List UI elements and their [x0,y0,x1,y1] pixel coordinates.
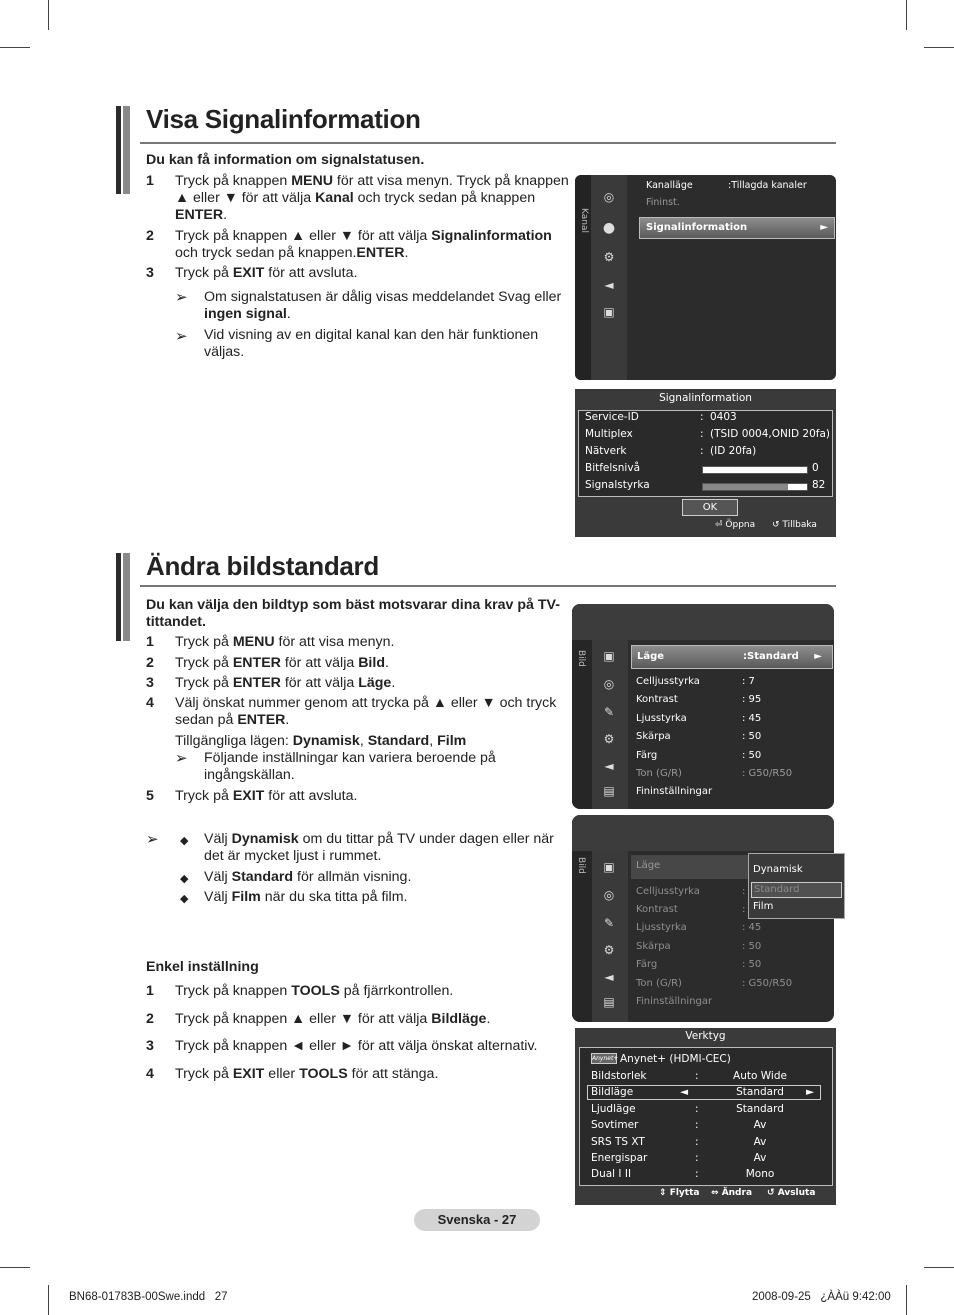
diamond-bullet-icon: ◆ [180,873,189,885]
menu-row-value: : 7 [742,676,755,687]
move-hint [659,1188,699,1198]
menu-row-label[interactable]: Färg [636,750,658,761]
menu-row-value: : [742,886,746,897]
anynet-logo: Anynet+ [592,1055,619,1062]
setup-gear-icon: ⚙ [603,732,615,746]
menu-row-label[interactable]: Celljusstyrka [636,886,700,897]
back-hint [772,520,817,530]
info-value: (TSID 0004,ONID 20fa) [710,428,830,440]
tools-row-value: Av [753,1152,767,1164]
crop-mark [0,1267,30,1268]
menu-row-label: Fininst. [646,197,680,208]
crop-mark [0,47,30,48]
menu-row-label[interactable]: Fininställningar [636,786,713,797]
menu-row-label[interactable]: Kontrast [636,904,678,915]
menu-selected-label: Läge [637,651,665,662]
input-icon: ◄ [604,759,614,773]
step-text: Tryck på ENTER för att välja Läge. [175,675,396,691]
enter-icon: ⏎ [715,520,726,530]
leftright-icon: ⇔ [711,1188,722,1198]
tools-row-value: Av [753,1136,767,1148]
input-icon: ◎ [603,190,615,204]
menu-selected-value: :Standard [743,651,799,662]
step-text: Tryck på knappen TOOLS på fjärrkontrollen. [175,983,454,999]
picture-icon: ▣ [603,649,615,663]
bitfel-bar [702,466,808,474]
menu-side-label: Bild [576,650,586,667]
step-text: Tryck på EXIT för att avsluta. [175,788,358,804]
crop-mark [48,0,49,30]
tools-row-value: Standard [736,1103,784,1115]
mode-dropdown [748,853,845,919]
tools-row-sep: : [695,1152,699,1164]
menu-row-value: :Tillagda kanaler [728,180,807,191]
info-value: 0403 [710,411,737,423]
menu-row-label[interactable]: Ljusstyrka [636,713,687,724]
step-text: Tryck på EXIT eller TOOLS för att stänga. [175,1066,439,1082]
anynet-label[interactable]: Anynet+ (HDMI-CEC) [620,1053,731,1065]
tools-row-value: Mono [745,1168,775,1180]
menu-mode-label: Läge [636,860,661,871]
menu-top-band [572,815,834,851]
diamond-bullet-icon: ◆ [180,835,189,847]
signal-value: 82 [812,479,826,491]
application-icon: ▤ [603,995,615,1009]
step-number: 1 [146,983,154,999]
signal-info-dialog [575,389,836,537]
application-icon: ▤ [603,784,615,798]
menu-side-label: Kanal [579,208,589,233]
menu-row-label[interactable]: Skärpa [636,941,671,952]
crop-mark [906,0,907,30]
footer-date: 2008-09-25 ¿ÀÀü 9:42:00 [752,1291,891,1303]
step-number: 1 [146,634,154,650]
return-icon: ↺ [772,520,783,530]
right-arrow-icon[interactable]: ► [806,1086,815,1098]
menu-row-value: : [742,904,746,915]
tools-row-value: Av [753,1119,767,1131]
step-text: Tryck på knappen MENU för att visa menyn. Tryck på knappen ▲ eller ▼ för att välja Kanal och tryck sedan på knappen ENTER. [175,173,569,223]
channel-icon: ● [602,220,616,236]
menu-top-band [572,604,834,640]
step-text: Tryck på MENU för att visa menyn. [175,634,395,650]
modes-text: Tillgängliga lägen: Dynamisk, Standard, Film [175,733,467,749]
crop-mark [48,1285,49,1315]
crop-mark [906,1285,907,1315]
step-text: Tryck på knappen ▲ eller ▼ för att välja Signalinformation och tryck sedan på knappen.ENTER. [175,228,552,261]
picture-icon: ▣ [603,305,615,319]
info-sep: : [700,445,704,457]
info-label: Nätverk [585,445,627,457]
tools-row-sep: : [695,1119,699,1131]
return-icon: ↺ [767,1188,778,1198]
menu-row-label[interactable]: Ljusstyrka [636,922,687,933]
section-title: Visa Signalinformation [146,104,421,134]
note-arrow-icon: ➢ [175,328,188,345]
menu-row-value: : 95 [742,694,762,705]
step-text: Tryck på knappen ▲ eller ▼ för att välja Bildläge. [175,1011,491,1027]
section-title: Ändra bildstandard [146,551,379,581]
dialog-title: Signalinformation [659,392,752,404]
menu-row-value: : 45 [742,922,762,933]
menu-selected-row[interactable] [631,645,833,669]
step-number: 2 [146,228,154,244]
step-number: 2 [146,1011,154,1027]
menu-row-label[interactable]: Ton (G/R) [636,978,682,989]
menu-row-value: : 45 [742,713,762,724]
picture-icon: ▣ [603,860,615,874]
menu-row-value: : G50/R50 [742,768,793,779]
tools-dialog [575,1028,836,1205]
channel-icon: ✎ [603,916,615,930]
tools-row-label[interactable]: Bildläge [591,1086,634,1098]
intro-text: Du kan få information om signalstatusen. [146,152,425,168]
signal-label: Signalstyrka [585,479,650,491]
crop-mark [924,1267,954,1268]
intro-text: Du kan välja den bildtyp som bäst motsvarar dina krav på TV-tittandet. [146,597,560,630]
tools-row-sep: : [695,1070,699,1082]
tools-row-label[interactable]: Ljudläge [591,1103,636,1115]
back-label: Tillbaka [782,520,817,530]
diamond-bullet-icon: ◆ [180,893,189,905]
left-arrow-icon[interactable]: ◄ [680,1086,689,1098]
open-label: Öppna [725,520,756,530]
info-label: Multiplex [585,428,633,440]
menu-row-label[interactable]: Ton (G/R) [636,768,682,779]
tools-row-label[interactable]: Dual I II [591,1168,632,1180]
input-icon: ◄ [604,970,614,984]
menu-selected-label: Signalinformation [646,222,748,233]
title-rule [140,585,836,587]
signal-bar-fill [703,484,788,490]
dropdown-option-dynamisk[interactable]: Dynamisk [753,864,803,875]
step-number: 3 [146,675,154,691]
dialog-body [579,1047,833,1186]
note-text: Vid visning av en digital kanal kan den här funktionen väljas. [204,327,539,360]
step-number: 4 [146,1066,154,1082]
change-label: Ändra [721,1188,753,1198]
kanal-menu-screenshot [575,175,836,380]
tools-row-value: Standard [736,1086,784,1098]
section-marker-bar [116,106,130,194]
tip-text: Välj Standard för allmän visning. [204,869,412,885]
dropdown-option-standard[interactable]: Standard [751,882,842,898]
step-text: Tryck på knappen ◄ eller ► för att välja önskat alternativ. [175,1038,538,1054]
change-hint [711,1188,752,1198]
info-value: (ID 20fa) [710,445,757,457]
menu-row-value: : 50 [742,731,762,742]
note-text: Följande inställningar kan variera beroende på ingångskällan. [204,750,496,783]
updown-icon: ⇕ [659,1188,670,1198]
note-arrow-icon: ➢ [175,289,188,306]
tip-arrow-icon: ➢ [146,831,159,848]
menu-row-label[interactable]: Skärpa [636,731,671,742]
tools-row-label[interactable]: Energispar [591,1152,648,1164]
info-sep: : [700,411,704,423]
setup-gear-icon: ⚙ [603,250,615,264]
footer-file: BN68-01783B-00Swe.indd 27 [69,1291,228,1303]
page-number-badge: Svenska - 27 [414,1209,540,1231]
right-arrow-icon: ► [814,651,822,662]
sound-icon: ◄ [604,278,614,292]
step-text: Välj önskat nummer genom att trycka på ▲ eller ▼ och tryck sedan på ENTER. [175,695,557,728]
menu-row-label[interactable]: Celljusstyrka [636,676,700,687]
signal-bar [702,483,808,491]
tip-text: Välj Film när du ska titta på film. [204,889,408,905]
info-label: Service-ID [585,411,639,423]
menu-row-label[interactable]: Färg [636,959,658,970]
dropdown-option-film[interactable]: Film [753,901,774,912]
step-number: 5 [146,788,154,804]
title-rule [140,142,836,144]
bitfel-label: Bitfelsnivå [585,462,641,474]
open-hint [715,520,755,530]
note-arrow-icon: ➢ [175,750,188,767]
tip-text: Välj Dynamisk om du tittar på TV under dagen eller när det är mycket ljust i rummet. [204,831,554,864]
ok-button[interactable]: OK [682,499,738,516]
step-number: 2 [146,655,154,671]
tools-row-label[interactable]: Sovtimer [591,1119,639,1131]
tools-row-sep: : [695,1103,699,1115]
menu-side-label: Bild [576,857,586,874]
menu-row-label[interactable]: Kontrast [636,694,678,705]
simple-setting-title: Enkel inställning [146,959,259,975]
step-number: 1 [146,173,154,189]
step-number: 3 [146,265,154,281]
menu-row-label[interactable]: Fininställningar [636,996,713,1007]
exit-hint [767,1188,815,1198]
step-text: Tryck på ENTER för att välja Bild. [175,655,389,671]
note-text: Om signalstatusen är dålig visas meddelandet Svag eller ingen signal. [204,289,562,322]
right-arrow-icon: ► [820,222,828,233]
menu-row-value: : 50 [742,750,762,761]
channel-icon: ✎ [603,705,615,719]
menu-row-label: Kanalläge [646,180,693,191]
tools-row-sep: : [695,1168,699,1180]
menu-row-value: : G50/R50 [742,978,793,989]
crop-mark [924,47,954,48]
move-label: Flytta [669,1188,700,1198]
tools-row-sep: : [695,1136,699,1148]
section-marker-bar [116,553,130,641]
setup-gear-icon: ⚙ [603,943,615,957]
exit-label: Avsluta [777,1188,816,1198]
sound-icon: ◎ [603,677,615,691]
sound-icon: ◎ [603,888,615,902]
bild-menu-screenshot [572,604,834,809]
bitfel-value: 0 [812,462,819,474]
step-number: 3 [146,1038,154,1054]
tools-row-label[interactable]: Bildstorlek [591,1070,647,1082]
step-number: 4 [146,695,154,711]
menu-row-value: : 50 [742,941,762,952]
dialog-title: Verktyg [685,1030,726,1042]
tools-row-label[interactable]: SRS TS XT [591,1136,645,1148]
menu-row-value: : 50 [742,959,762,970]
info-sep: : [700,428,704,440]
menu-selected-row[interactable] [639,217,835,239]
step-text: Tryck på EXIT för att avsluta. [175,265,358,281]
tools-row-value: Auto Wide [733,1070,787,1082]
